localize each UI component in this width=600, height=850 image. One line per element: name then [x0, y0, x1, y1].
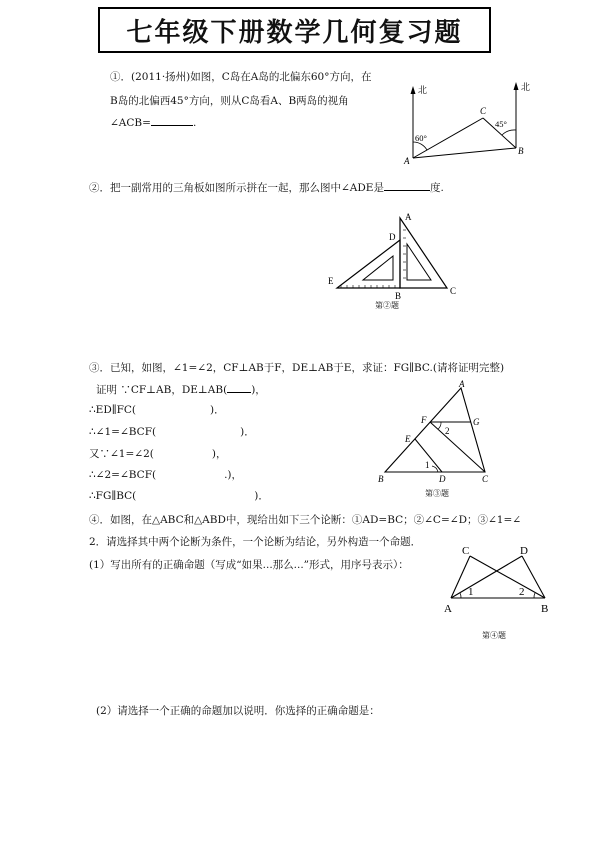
q1-line2: B岛的北偏西45°方向，则从C岛看A、B两岛的视角 — [110, 95, 349, 107]
q2-triangle-abc-inner — [407, 244, 431, 280]
q1-arrow-b-icon — [514, 82, 519, 90]
q3-label-e: E — [405, 434, 411, 444]
q3-label-b: B — [378, 474, 384, 484]
q3-proof-5-end: .)， — [224, 469, 243, 481]
q2-label-c: C — [450, 286, 457, 296]
q3-proof-2-end: )． — [210, 404, 225, 416]
q3-proof-4 — [89, 446, 226, 462]
q3-label-d: D — [439, 474, 446, 484]
q4-line4: (2）请选择一个正确的命题加以说明．你选择的正确命题是： — [96, 705, 380, 717]
q2-caption: 第②题 — [375, 301, 399, 310]
q1-north-label-a: 北 — [418, 85, 428, 95]
q1-line1: ①．(2011·扬州)如图，C岛在A岛的北偏东60°方向，在 — [110, 71, 372, 83]
q2-label-e: E — [328, 276, 334, 286]
q1-arrow-a-icon — [411, 86, 416, 94]
q3-proof-6-end: )． — [254, 490, 269, 502]
q1-label-b: B — [518, 146, 524, 156]
q1-north-label-b: 北 — [521, 82, 531, 92]
q2-figure — [325, 210, 465, 310]
q3-segment-fc — [430, 422, 485, 472]
q3-triangle-abc — [385, 388, 485, 472]
q3-proof-5 — [89, 467, 242, 483]
q1-label-a: A — [404, 156, 410, 166]
q4-line1: ④．如图，在△ABC和△ABD中，现给出如下三个论断：①AD=BC；②∠C=∠D；③∠1=∠ — [89, 514, 522, 526]
title-box — [98, 7, 491, 53]
q1-arc-60 — [413, 142, 427, 150]
q3-proof-3-text: ∴∠1=∠BCF( — [89, 426, 157, 438]
q3-proof-1-text: 证明 ∵CF⊥AB，DE⊥AB( — [96, 384, 228, 396]
q3-proof-4-text: 又∵∠1=∠2( — [89, 448, 154, 460]
q3-arc-2 — [438, 422, 441, 429]
q3-label-f: F — [421, 415, 427, 425]
q3-proof-2 — [89, 402, 225, 418]
q3-label-1: 1 — [425, 460, 430, 470]
q3-proof-4-end: )， — [211, 448, 227, 460]
q3-proof-5-text: ∴∠2=∠BCF( — [89, 469, 157, 481]
q4-label-a: A — [444, 603, 452, 615]
q4-label-c: C — [462, 545, 470, 557]
q3-figure — [375, 380, 500, 500]
q4-label-2: 2 — [519, 586, 525, 598]
q3-proof-1 — [96, 382, 266, 398]
q2-ticks — [341, 230, 406, 288]
q2-label-a: A — [405, 212, 412, 222]
q4-segment-ad — [451, 556, 522, 598]
q3-label-g: G — [473, 417, 480, 427]
q1-figure — [398, 80, 538, 170]
q4-label-d: D — [520, 545, 528, 557]
q3-line1: ③．已知，如图，∠1=∠2，CF⊥AB于F，DE⊥AB于E，求证：FG∥BC.(请将证明完整) — [89, 362, 505, 374]
q4-line2: 2．请选择其中两个论断为条件，一个论断为结论，另外构造一个命题． — [89, 536, 422, 548]
q4-arc-2 — [534, 593, 535, 598]
q2-end: 度. — [429, 182, 444, 194]
q2-triangle-dbe — [337, 240, 400, 288]
q1-arc-45 — [502, 130, 516, 135]
q3-caption: 第③题 — [425, 489, 449, 498]
q1-label-c: C — [480, 106, 487, 116]
q3-blank-1[interactable] — [227, 392, 251, 393]
q1-angle-text: ∠ACB= — [110, 117, 151, 129]
q1-end: . — [192, 117, 197, 129]
q3-arc-1 — [432, 466, 438, 472]
q3-proof-2-text: ∴ED∥FC( — [89, 404, 137, 416]
q4-arc-1 — [460, 593, 461, 598]
q4-label-1: 1 — [468, 586, 474, 598]
q4-label-b: B — [541, 603, 549, 615]
q1-label-60: 60° — [415, 133, 427, 143]
q3-label-2: 2 — [445, 426, 450, 436]
q2-triangle-dbe-inner — [363, 256, 393, 280]
q3-proof-6-text: ∴FG∥BC( — [89, 490, 137, 502]
q4-line3: (1）写出所有的正确命题（写成“如果...那么...”形式，用序号表示）： — [89, 559, 409, 571]
q4-figure — [438, 540, 568, 650]
q1-line3 — [110, 115, 196, 131]
q4-caption: 第④题 — [482, 631, 506, 640]
q2-label-b: B — [395, 291, 402, 301]
q2-label-d: D — [389, 232, 396, 242]
q3-proof-3-end: )． — [240, 426, 255, 438]
q2-question: ②．把一副常用的三角板如图所示拼在一起，那么图中∠ADE是 — [89, 182, 384, 194]
q2-text — [89, 180, 444, 196]
q2-answer-blank[interactable] — [384, 190, 430, 191]
q3-proof-1-end: )， — [251, 384, 266, 396]
q1-answer-blank[interactable] — [151, 125, 193, 126]
q3-proof-6 — [89, 488, 269, 504]
page-title: 七年级下册数学几何复习题 — [126, 17, 463, 48]
q1-label-45: 45° — [495, 119, 507, 129]
q3-label-a: A — [459, 380, 465, 389]
q3-label-c: C — [482, 474, 489, 484]
q3-proof-3 — [89, 424, 255, 440]
